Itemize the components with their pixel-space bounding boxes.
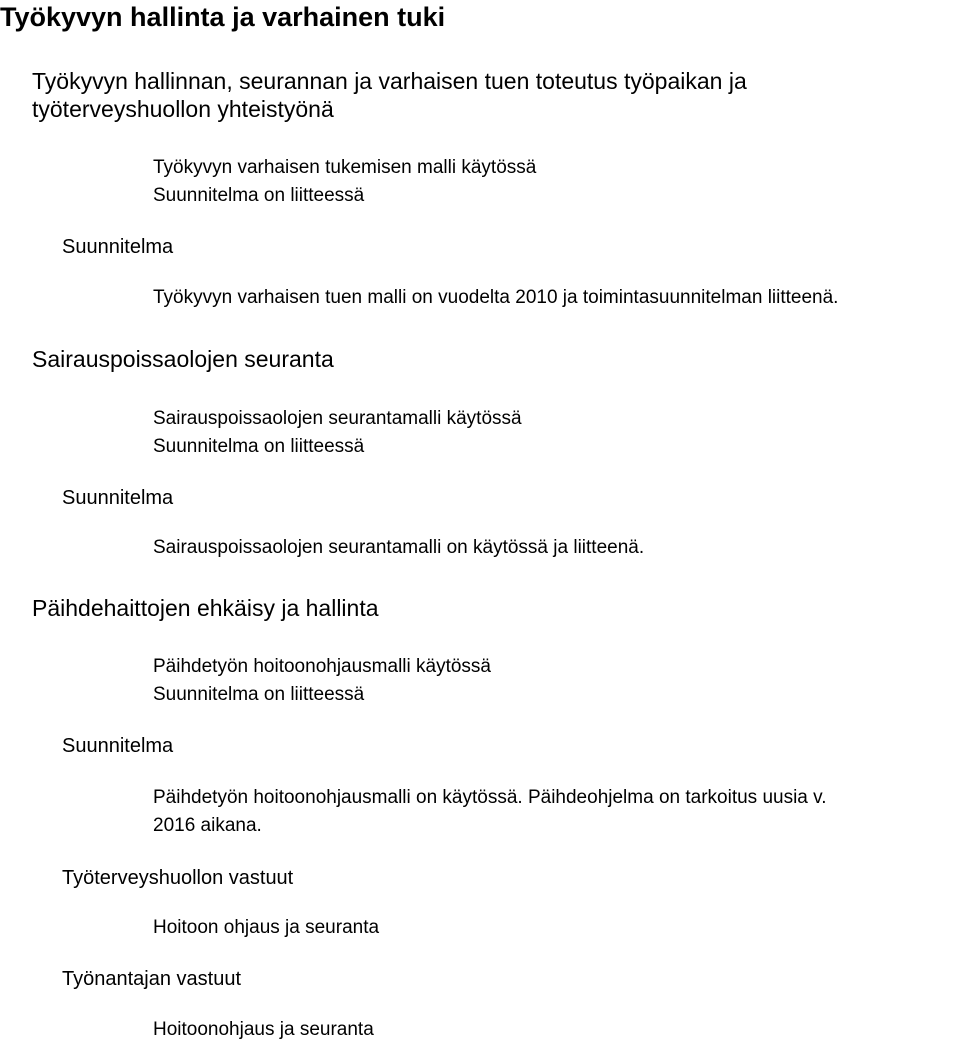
section-heading-sick-leave: Sairauspoissaolojen seuranta [32, 346, 334, 372]
field-value-plan-note: Työkyvyn varhaisen tuen malli on vuodelta 2010 ja toimintasuunnitelman liitteenä. [153, 287, 839, 308]
item-subtitle-plan-attached: Suunnitelma on liitteessä [153, 436, 365, 457]
section-heading-work-ability-line2: työterveyshuollon yhteistyönä [32, 96, 334, 122]
field-value-plan-note: Sairauspoissaolojen seurantamalli on käytössä ja liitteenä. [153, 537, 645, 558]
field-value-plan-note-line2: 2016 aikana. [153, 815, 262, 836]
field-value-employer-responsibilities: Hoitoonohjaus ja seuranta [153, 1019, 374, 1040]
item-title-sick-leave-model: Sairauspoissaolojen seurantamalli käytössä [153, 408, 522, 429]
item-subtitle-plan-attached: Suunnitelma on liitteessä [153, 185, 365, 206]
item-title-early-support-model: Työkyvyn varhaisen tukemisen malli käytössä [153, 157, 537, 178]
field-label-employer-responsibilities: Työnantajan vastuut [62, 968, 242, 990]
field-label-plan: Suunnitelma [62, 236, 174, 258]
field-label-plan: Suunnitelma [62, 487, 174, 509]
field-value-plan-note-line1: Päihdetyön hoitoonohjausmalli on käytössä. Päihdeohjelma on tarkoitus uusia v. [153, 787, 827, 808]
item-subtitle-plan-attached: Suunnitelma on liitteessä [153, 684, 365, 705]
page-title: Työkyvyn hallinta ja varhainen tuki [0, 2, 446, 32]
item-title-referral-model: Päihdetyön hoitoonohjausmalli käytössä [153, 656, 491, 677]
field-label-plan: Suunnitelma [62, 735, 174, 757]
section-heading-work-ability-line1: Työkyvyn hallinnan, seurannan ja varhaisen tuen toteutus työpaikan ja [32, 68, 747, 94]
section-heading-substance-abuse: Päihdehaittojen ehkäisy ja hallinta [32, 595, 379, 621]
field-value-occupational-health-responsibilities: Hoitoon ohjaus ja seuranta [153, 917, 380, 938]
field-label-occupational-health-responsibilities: Työterveyshuollon vastuut [62, 867, 294, 889]
